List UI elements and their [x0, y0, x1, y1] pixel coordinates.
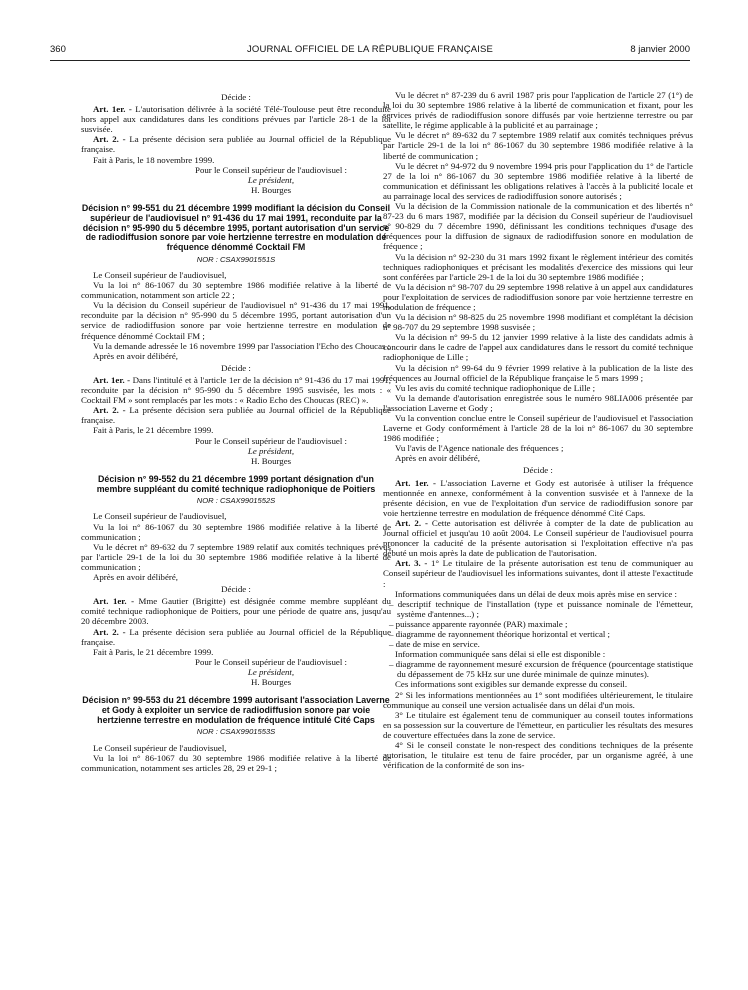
- signature-date: Fait à Paris, le 18 novembre 1999.: [93, 154, 215, 165]
- decide-heading: Décide :: [221, 92, 251, 102]
- signature-title: [81, 446, 391, 456]
- body-paragraph: Après en avoir délibéré,: [395, 453, 480, 464]
- body-paragraph: Vu les avis du comité technique radiophonique de Lille ;: [395, 382, 596, 393]
- issue-date: 8 janvier 2000: [630, 44, 690, 55]
- body-paragraph: Après en avoir délibéré,: [93, 350, 178, 361]
- body-paragraph: Vu la décision n° 98-707 du 29 septembre 1998 relative à un appel aux candidatures pour l'exploitation de services de radiodiffusion sonore par voie hertzienne terrestre en modulation de fréquence ;: [383, 281, 693, 312]
- nor-reference: [81, 727, 391, 737]
- list-item: – puissance apparente rayonnée (PAR) maximale ;: [397, 619, 693, 629]
- body-paragraph: Ces informations sont exigibles sur demande expresse du conseil.: [395, 679, 628, 690]
- article-paragraph: [81, 405, 391, 425]
- body-paragraph: Le Conseil supérieur de l'audiovisuel,: [93, 742, 227, 753]
- decision-title: Décision n° 99-551 du 21 décembre 1999 modifiant la décision du Conseil supérieur de l'audiovisuel n° 91-436 du 17 mai 1991, reconduite par la décision n° 95-990 du 5 décembre 1995, portant autorisation d'un service de radiodiffusion sonore par voie hertzienne terrestre en modulation de fréquence dénommé Cocktail FM: [81, 202, 391, 253]
- signature-title-text: Le président,: [247, 445, 295, 456]
- body-paragraph: Vu la demande adressée le 16 novembre 1999 par l'association l'Echo des Choucas ;: [93, 340, 391, 351]
- article-paragraph: [81, 627, 391, 647]
- body-paragraph: Vu le décret n° 87-239 du 6 avril 1987 pris pour l'application de l'article 27 (1°) de la loi du 30 septembre 1986 relative à la liberté de communication et fixant, pour les services privés de radiodiffusion sonore diffusés par voie hertzienne terrestre ou par satellite, le régime applicable à la publicité et au parrainage ;: [383, 90, 693, 131]
- body-paragraph: Vu la décision de la Commission nationale de la communication et des libertés n° 87-23 du 6 mars 1987, modifiée par la décision du Conseil supérieur de l'audiovisuel n° 90-829 du 7 décembre 1990, définissant les conditions techniques d'usage des fréquences pour la diffusion de signaux de radiodiffusion sonore en modulation de fréquence ;: [383, 201, 693, 252]
- body-paragraph: 4° Si le conseil constate le non-respect des conditions techniques de la présente autorisation, le titulaire est tenu de faire procéder, par un organisme agréé, à une vérification de la conformité de son ins-: [383, 740, 693, 771]
- body-paragraph: Vu la décision n° 99-64 du 9 février 1999 relative à la publication de la liste des fréquences au Journal officiel de la République française le 5 mars 1999 ;: [383, 362, 693, 383]
- signature-title: [81, 175, 391, 185]
- article-text: La présente décision sera publiée au Journal officiel de la République française.: [81, 134, 391, 155]
- article-paragraph: [81, 375, 391, 405]
- signature-line: Pour le Conseil supérieur de l'audiovisuel :: [195, 435, 347, 446]
- list-item: – diagramme de rayonnement mesuré excursion de fréquence (pourcentage statistique du dépassement de 75 kHz sur une durée minimale de quinze minutes).: [397, 659, 693, 679]
- list-item: – descriptif technique de l'installation (type et puissance nominale de l'émetteur, système d'antennes...) ;: [397, 599, 693, 619]
- body-paragraph: Vu la décision n° 92-230 du 31 mars 1992 fixant le règlement intérieur des comités techniques radiophoniques et précisant les modalités d'exercice des missions qui leur sont conférées par l'article 29-1 de la loi du 30 septembre 1986 modifiée ;: [383, 251, 693, 282]
- info-list: [383, 599, 693, 649]
- nor-text: NOR : CSAX9901553S: [196, 727, 276, 737]
- body-paragraph: Vu la décision n° 98-825 du 25 novembre 1998 modifiant et complétant la décision n° 98-707 du 29 septembre 1998 susvisée ;: [383, 312, 693, 333]
- list-item: – diagramme de rayonnement théorique horizontal et vertical ;: [397, 629, 693, 639]
- article-text: La présente décision sera publiée au Journal officiel de la République française.: [81, 405, 391, 426]
- article-text: L'autorisation délivrée à la société Télé-Toulouse peut être reconduite hors appel aux candidatures dans les conditions prévues par l'article 28-1 de la loi susvisée.: [81, 104, 391, 135]
- body-paragraph: Vu le décret n° 94-972 du 9 novembre 1994 pris pour l'application du 1° de l'article 27 de la loi n° 86-1067 du 30 septembre 1986 modifiée relative à la liberté de communication et définissant les obligations relatives à l'accès à la publicité locale et au parrainage local des services de radiodiffusion sonore autorisés ;: [383, 160, 693, 201]
- right-column: [383, 90, 693, 975]
- signature-line: Pour le Conseil supérieur de l'audiovisuel :: [195, 164, 347, 175]
- body-paragraph: Vu l'avis de l'Agence nationale des fréquences ;: [395, 443, 564, 454]
- decide-heading: Décide :: [221, 362, 251, 373]
- article-paragraph: [383, 478, 693, 518]
- article-text: La présente décision sera publiée au Journal officiel de la République française.: [81, 626, 391, 647]
- body-paragraph: 2° Si les informations mentionnées au 1° sont modifiées ultérieurement, le titulaire communique au conseil une version actualisée dans un délai d'un mois.: [383, 689, 693, 710]
- header-rule: [50, 60, 690, 61]
- nor-text: NOR : CSAX9901552S: [196, 496, 276, 506]
- body-paragraph: Vu le décret n° 89-632 du 7 septembre 1989 relatif aux comités techniques prévus par l'article 29-1 de la loi du 30 septembre 1986 modifiée relative à la liberté de communication ;: [81, 541, 391, 572]
- article-paragraph: [81, 134, 391, 154]
- body-paragraph: Vu la loi n° 86-1067 du 30 septembre 1986 modifiée relative à la liberté de communication, notamment son article 22 ;: [81, 280, 391, 301]
- signature-title-text: Le président,: [247, 174, 295, 185]
- list-item: – date de mise en service.: [397, 639, 693, 649]
- article-text: Dans l'intitulé et à l'article 1er de la décision n° 91-436 du 17 mai 1991, reconduite par la décision n° 95-990 du 5 décembre 1995 susvisée, les mots : « Cocktail FM » sont remplacés par les mots : « Radio Echo des Choucas (REC) ».: [81, 374, 391, 406]
- signature-name: H. Bourges: [250, 184, 292, 195]
- article-paragraph: [81, 596, 391, 626]
- article-label: Art. 2. -: [93, 626, 126, 637]
- body-paragraph: Le Conseil supérieur de l'audiovisuel,: [93, 270, 227, 281]
- signature-line: Pour le Conseil supérieur de l'audiovisuel :: [195, 656, 347, 667]
- article-label: Art. 1er. -: [93, 104, 132, 115]
- body-paragraph: Informations communiquées dans un délai de deux mois après mise en service :: [395, 588, 677, 599]
- signature-name: H. Bourges: [250, 676, 292, 687]
- article-label: Art. 3. -: [395, 558, 428, 569]
- body-paragraph: Vu la demande d'autorisation enregistrée sous le numéro 98LIA006 présentée par l'association Laverne et Gody ;: [383, 392, 693, 413]
- page-number: 360: [50, 44, 66, 55]
- signature-title-text: Le président,: [247, 666, 295, 677]
- article-text: Mme Gautier (Brigitte) est désignée comme membre suppléant du comité technique radiophonique de Poitiers, pour une période de quatre ans, jusqu'au 20 décembre 2003.: [81, 596, 391, 627]
- signature-date: Fait à Paris, le 21 décembre 1999.: [93, 646, 214, 657]
- nor-reference: [81, 496, 391, 506]
- article-label: Art. 1er. -: [395, 477, 436, 488]
- body-paragraph: Information communiquée sans délai si elle est disponible :: [395, 649, 606, 660]
- article-paragraph: [383, 518, 693, 558]
- decide-heading: Décide :: [221, 584, 251, 595]
- decision-title: Décision n° 99-553 du 21 décembre 1999 autorisant l'association Laverne et Gody à exploiter un service de radiodiffusion sonore par voie hertzienne terrestre en modulation de fréquence intitulé Cité Caps: [82, 695, 390, 725]
- article-text: Cette autorisation est délivrée à compter de la date de publication au Journal officiel et jusqu'au 10 août 2004. Le Conseil supérieur de l'audiovisuel pourra prononcer la caducité de la présente autorisation si l'exploitation effective n'a pas débuté un mois après la date de publication de l'autorisation.: [383, 517, 693, 559]
- body-paragraph: Vu la loi n° 86-1067 du 30 septembre 1986 modifiée relative à la liberté de communication ;: [81, 521, 391, 542]
- signature-date: Fait à Paris, le 21 décembre 1999.: [93, 425, 214, 436]
- body-paragraph: Vu la décision du Conseil supérieur de l'audiovisuel n° 91-436 du 17 mai 1991, reconduite par la décision n° 95-990 du 5 décembre 1995, portant autorisation d'un service de radiodiffusion sonore par voie hertzienne terrestre en modulation de fréquence dénommé Cocktail FM ;: [81, 300, 391, 341]
- article-paragraph: [81, 104, 391, 134]
- article-text: 1° Le titulaire de la présente autorisation est tenu de communiquer au Conseil supérieur de l'audiovisuel les informations suivantes, dont il atteste l'exactitude :: [383, 558, 693, 589]
- body-paragraph: Vu la décision n° 99-5 du 12 janvier 1999 relative à la liste des candidats admis à concourir dans le cadre de l'appel aux candidatures dans le ressort du comité technique radiophonique de Lille ;: [383, 332, 693, 363]
- signature-title: [81, 667, 391, 677]
- info-list: [383, 659, 693, 679]
- article-label: Art. 2. -: [395, 517, 428, 528]
- left-column: [81, 90, 391, 975]
- body-paragraph: Vu le décret n° 89-632 du 7 septembre 1989 relatif aux comités techniques prévus par l'article 29-1 de la loi n° 86-1067 du 30 septembre 1986 modifiée relative à la liberté de communication ;: [383, 130, 693, 161]
- nor-text: NOR : CSAX9901551S: [196, 254, 276, 264]
- article-paragraph: [383, 558, 693, 588]
- body-paragraph: Vu la convention conclue entre le Conseil supérieur de l'audiovisuel et l'association Laverne et Gody conformément à l'article 28 de la loi n° 86-1067 du 30 septembre 1986 modifiée ;: [383, 413, 693, 444]
- decision-title: Décision n° 99-552 du 21 décembre 1999 portant désignation d'un membre suppléant du comité technique radiophonique de Poitiers: [96, 473, 376, 494]
- body-paragraph: 3° Le titulaire est également tenu de communiquer au conseil toutes informations en sa possession sur la couverture de l'émetteur, en particulier les résultats des mesures de couverture effectuées dans la zone de service.: [383, 709, 693, 740]
- article-label: Art. 1er. -: [93, 596, 135, 607]
- article-label: Art. 2. -: [93, 134, 126, 145]
- body-paragraph: Le Conseil supérieur de l'audiovisuel,: [93, 511, 227, 522]
- page-header: [50, 44, 690, 58]
- decide-heading: Décide :: [523, 465, 553, 476]
- article-label: Art. 1er. -: [93, 374, 131, 385]
- signature-name: H. Bourges: [250, 455, 292, 466]
- article-text: L'association Laverne et Gody est autorisée à utiliser la fréquence mentionnée en annexe, conformément à la convention susvisée et à l'annexe de la présente décision, en vue de l'exploitation d'un service de radiodiffusion sonore par voie hertzienne terrestre en modulation de fréquence dénommé Cité Caps.: [383, 477, 693, 518]
- journal-title: JOURNAL OFFICIEL DE LA RÉPUBLIQUE FRANÇAISE: [247, 44, 493, 55]
- body-paragraph: Vu la loi n° 86-1067 du 30 septembre 1986 modifiée relative à la liberté de communication, notamment ses articles 28, 29 et 29-1 ;: [81, 752, 391, 773]
- nor-reference: [81, 255, 391, 265]
- body-paragraph: Après en avoir délibéré,: [93, 572, 178, 583]
- article-label: Art. 2. -: [93, 405, 126, 416]
